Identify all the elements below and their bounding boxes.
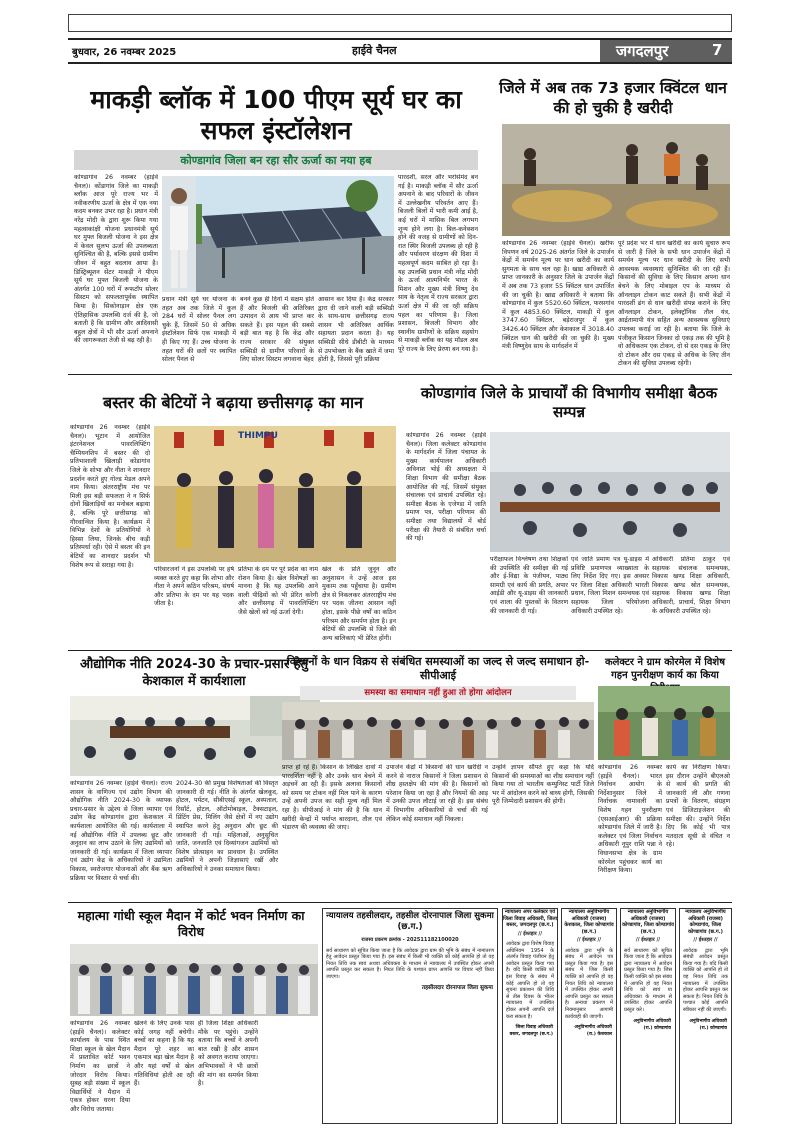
page-number: 7 xyxy=(712,41,723,59)
principals-photo xyxy=(490,432,730,552)
solar-headline: माकड़ी ब्लॉक में 100 पीएम सूर्य घर का सफल इंस्टॉलेशन xyxy=(90,85,462,145)
bastar-banner: THIMPU xyxy=(238,431,278,441)
court-photo xyxy=(70,944,318,1016)
masthead-paper: हाईवे चैनल xyxy=(352,44,397,57)
divider-3 xyxy=(68,902,732,903)
collector-headline: कलेक्टर ने ग्राम कोरमेल में विशेष गहन पुनरीक्षण कार्य का किया xyxy=(604,657,726,681)
paddy-headline: जिले में अब तक 73 हजार क्विंटल धान की हो चुकी है खरीदी xyxy=(499,79,727,117)
collector-text-col1: कोण्डागांव 26 नवम्बर (हाईवे चैनल)। भारत निर्वाचन आयोग के निर्देशानुसार जिले में निर्वाचक नामावली का विशेष गहन पुनरीक्षण (एसआईआर) की प्रक्रिया कोण्डागांव जिले में जारी है। कलेक्टर एवं जिला निर्वाचन अधिकारी नूपुर राशि पन्ना ने विधानसभा क्षेत्र के ग्राम कोरमेल पहुंचकर कार्य का निरीक्षण किया। xyxy=(598,764,662,875)
paddy-text-col2: पूरे प्रदेश भर में धान खरीदी का कार्य सुचारु रूप से जारी है जिले के सभी धान उपार्जन केंद्रों में समर्थन मूल्य पर धान खरीदी के लिए सभी आवश्यक व्यवस्थाएं सुनिश्चित की जा रही हैं। किसानों की सुविधा के लिए किसान अपना धान बेचने के लिए मोबाइल एप के माध्यम से ऑनलाइन टोकन काट सकते हैं। सभी केंद्रों में पारदर्शी ढंग से धान खरीदी संपन्न कराने के लिए ऑनलाइन टोकन, इलेक्ट्रॉनिक तौल यंत्र, आर्द्रतामापी यंत्र सहित अन्य आवश्यक सुविधाएं उपलब्ध कराई जा रही है। बताया कि जिले के पंजीकृत किसान जिनका दो एकड़ तक की भूमि है वो अधिकतम एक टोकन, दो से दस एकड़ के लिए दो टोकन और दस एकड़ से अधिक के लिए तीन टोकन की सुविधा उपलब्ध रहेगी। xyxy=(618,240,730,368)
bastar-text-col4: प्रतिभा के दम पर पूरे प्रदेश का नाम रोशन किया है। खेल विशेषज्ञों का मानना है कि यह उपलब्धि आने वाली पीढ़ियों को भी प्रेरित करेगी और छत्तीसगढ़ में पावरलिफ्टिंग जैसे खेलों को नई ऊर्जा देगी। xyxy=(238,566,318,616)
industry-text-col1: कोण्डागांव 26 नवम्बर (हाईवे चैनल)। राज्य शासन के वाणिज्य एवं उद्योग विभाग की औद्योगिक नीति 2024-30 के व्यापक प्रचार-प्रसार के उद्देश्य से जिला व्यापार एवं उद्योग केंद्र कोण्डागांव द्वारा केशकाल में कार्यशाला आयोजित की गई। कार्यशाला में नई औद्योगिक नीति में उपलब्ध छूट और अनुदान का लाभ उठाने के लिए उद्यमियों को जानकारी दी गई। कार्यक्रम में जिला व्यापार एवं उद्योग केंद्र के अधिकारियों ने उद्यमिता विकास, स्वरोजगार योजनाओं और बैंक ऋण प्रक्रिया पर विस्तार से चर्चा की। xyxy=(70,780,172,882)
principals-headline: कोण्डागांव जिले के प्राचार्यों की विभागीय समीक्षा बैठक सम्पन्न xyxy=(420,384,718,421)
officer-photo xyxy=(162,176,196,292)
collector-photo xyxy=(598,686,730,760)
bastar-photo xyxy=(154,426,396,562)
court-text-col2: खेलने के लिए उनके पास कोई जगह नहीं बचेगी। बच्चों का कहना है कि यह मैदान पूरे शहर का एकमात्र बड़ा खेल मैदान है और यहां वर्षों से खेल गतिविधियां होती आ रही हैं। xyxy=(134,1020,194,1088)
principals-text-col1: कोण्डागांव 26 नवम्बर (हाईवे चैनल)। जिला कलेक्टर कोण्डागांव के मार्गदर्शन में जिला पंचायत के मुख्य कार्यपालन अधिकारी अविनाश भोई की अध्यक्षता में शिक्षा विभाग की समीक्षा बैठक आयोजित की गई, जिसमें संयुक्त संचालक एवं प्राचार्य उपस्थित रहे। समीक्षा बैठक के एजेण्डा में जाति प्रमाण पत्र, परीक्षा परिणाम की समीक्षा तथा विद्यालयों में बोर्ड परीक्षा की तैयारी से संबंधित चर्चा की गई। xyxy=(406,432,486,543)
divider-1 xyxy=(68,374,732,375)
solar-text-col3: बनने कुछ ही दिनों में सक्षम होते हैं और बिजली की अतिरिक्त उत्पादन से आय भी प्राप्त कर सकते हैं। इस पहल की सबसे बड़ी बात यह है कि केंद्र और राज्य सरकार की संयुक्त सब्सिडी से ग्रामीण परिवारों के लिए सोलर सिस्टम लगवाना बेहद xyxy=(240,296,314,364)
legal-notice-4: न्यायालय अनुविभागीय अधिकारी (राजस्व) कोण्डागांव, जिला कोण्डागांव (छ.ग.) // ईश्तहार // सर्व साधारण को सूचित किया जाता है कि आवेदक द्वारा न्यायालय में आवेदन प्रस्तुत किया गया है। जिस किसी व्यक्ति को इस संबंध में आपत्ति हो वह नियत तिथि को स्वयं या अधिवक्ता के माध्यम से उपस्थित होकर आपत्ति प्रस्तुत करे। अनुविभागीय अधिकारी (रा.) कोण्डागांव xyxy=(620,908,676,1124)
solar-subhead: कोण्डागांव जिला बन रहा सौर ऊर्जा का नया हब xyxy=(180,154,372,167)
legal-notice-5: न्यायालय अनुविभागीय अधिकारी (राजस्व) कोण्डागांव, जिला कोण्डागांव (छ.ग.) // ईश्तहार // आवेदक द्वारा भूमि संबंधी आवेदन प्रस्तुत किया गया है। यदि किसी व्यक्ति को आपत्ति हो तो वह नियत तिथि तक न्यायालय में उपस्थित होकर आपत्ति प्रस्तुत कर सकता है। नियत तिथि के पश्चात कोई आपत्ति स्वीकार नहीं की जाएगी। अनुविभागीय अधिकारी (रा.) कोण्डागांव xyxy=(679,908,732,1124)
paddy-photo xyxy=(502,124,730,236)
paddy-text-col1: कोण्डागांव 26 नवम्बर (हाईवे चैनल)। खरीफ विपणन वर्ष 2025-26 अंतर्गत जिले के उपार्जन केंद्रों में समर्थन मूल्य पर धान खरीदी का कार्य सुगमता के साथ चल रहा है। खाद्य अधिकारी से प्राप्त जानकारी के अनुसार जिले के उपार्जन केंद्रों में अब तक 73 हजार 55 क्विंटल धान उपार्जित की जा चुकी है। खाद्य अधिकारी ने बताया कि कोण्डागांव में कुल 5520.60 क्विंटल, फरसगांव में कुल 4853.60 क्विंटल, माकड़ी में कुल 3747.60 क्विंटल, बड़ेराजपुर में कुल 3426.40 क्विंटल और केशकाल में 3018.40 क्विंटल धान की खरीदी की जा चुकी है। मुख्य मंत्री विष्णुदेव साय के मार्गदर्शन में xyxy=(502,240,614,351)
cpi-headline: किसानों के धान विक्रय से संबंधित समस्याओं का जल्द से जल्द समाधान हो-सीपीआई xyxy=(286,655,590,682)
solar-text-col4: आसान कर दिया है। केंद्र सरकार द्वारा दी जाने वाली बड़ी सब्सिडी के साथ-साथ छत्तीसगढ़ राज्य शासन भी अतिरिक्त आर्थिक सहायता प्रदान करता है। यह सब्सिडी सीधे डीबीटी के माध्यम से उपभोक्ता के बैंक खाते में जमा होती है, जिससे पूरी प्रक्रिया xyxy=(318,296,394,364)
masthead-date: बुधवार, 26 नवम्बर 2025 xyxy=(72,47,177,58)
bastar-text-col1: कोण्डागांव 26 नवम्बर (हाईवे चैनल)। भूटान में आयोजित इंटरनेशनल पावरलिफ्टिंग चैम्पियनशिप में बस्तर की दो प्रतिभाशाली खिलाड़ी कोंडागांव जिले के शोभा और नीता ने शानदार प्रदर्शन करते हुए गोल्ड मेडल अपने नाम किया। अंतरराष्ट्रीय मंच पर मिली इस बड़ी सफलता ने न सिर्फ दोनों खिलाड़ियों का मनोबल बढ़ाया है, बल्कि पूरे छत्तीसगढ़ को गौरवान्वित किया है। कार्यक्रम में विभिन्न देशों के प्रतियोगियों ने हिस्सा लिया, जिनके बीच कड़ी प्रतिस्पर्धा रही। ऐसे में बस्तर की इन बेटियों का शानदार प्रदर्शन भी विशेष रूप से सराहा गया है। xyxy=(70,424,150,569)
masthead-top-box xyxy=(68,14,732,32)
principals-text-col4: अधिकारी प्रतिमा ठाकुर एवं सहायक संचालक समन्वयक, विकास खण्ड शिक्षा अधिकारी, विकास खण्ड स्रोत समन्वयक, सहायक विकास खण्ड शिक्षा अधिकारी, प्राचार्य, शिक्षा विभाग के अधिकारी उपस्थित रहे। xyxy=(652,556,730,615)
bastar-text-col3: परिवारजनों ने इस उपलब्धि पर हर्ष व्यक्त करते हुए कहा कि शोभा और नीता ने अपने कठिन परिश्रम, संघर्ष और प्रतिभा के दम पर यह पदक जीता है। xyxy=(154,566,234,608)
legal-notice-2: न्यायालय अपर कलेक्टर एवं जिला विवाह अधिकारी, जिला बस्तर, जगदलपुर (छ.ग.) // ईश्तहार // आवेदक द्वारा विशेष विवाह अधिनियम 1954 के अंतर्गत विवाह पंजीयन हेतु आवेदन प्रस्तुत किया गया है। यदि किसी व्यक्ति को इस विवाह के संबंध में कोई आपत्ति हो तो वह सूचना प्रकाशन की तिथि से तीस दिवस के भीतर न्यायालय में उपस्थित होकर अपनी आपत्ति दर्ज करा सकता है। जिला विवाह अधिकारी बस्तर, जगदलपुर (छ.ग.) xyxy=(502,908,558,1124)
principals-text-col2: परीक्षाफल विश्लेषण तथा शिक्षकों की उपस्थिति की समीक्षा की गई और ई-विद्या के पंजीयन, पाठ्य सामग्री एवं कार्य की प्रगति, अपार आईडी और यू-डाइस की जानकारी एवं शाला की पुस्तकों के वितरण की जानकारी दी गई। xyxy=(490,556,568,615)
legal-notice-1: न्यायालय तहसीलदार, तहसील दोरनापाल जिला सुकमा (छ.ग.) राजस्व प्रकरण क्रमांक - 202511182100020 सर्व साधारण को सूचित किया जाता है कि आवेदक द्वारा ग्राम की भूमि के संबंध में नामांतरण हेतु आवेदन प्रस्तुत किया गया है। इस संबंध में किसी भी व्यक्ति को कोई आपत्ति हो तो वह नियत तिथि तक स्वयं अथवा अधिवक्ता के माध्यम से न्यायालय में उपस्थित होकर अपनी आपत्ति प्रस्तुत कर सकता है। नियत तिथि के पश्चात प्राप्त आपत्ति पर विचार नहीं किया जाएगा। तहसीलदार दोरनापाल जिला सुकमा xyxy=(322,908,498,1124)
bastar-text-col2: खेल के प्रति जुनून और अनुशासन ने उन्हें आज इस मुकाम तक पहुँचाया है। ग्रामीण क्षेत्र से निकलकर अंतरराष्ट्रीय मंच पर पदक जीतना आसान नहीं होता, इसके पीछे वर्षों का कठिन परिश्रम और समर्पण होता है। इन बेटियों की उपलब्धि से जिले की अन्य बालिकाएं भी प्रेरित होंगी। xyxy=(322,566,396,642)
divider-2 xyxy=(68,650,732,651)
bastar-headline: बस्तर की बेटियों ने बढ़ाया छत्तीसगढ़ का मान xyxy=(102,393,364,412)
principals-text-col3: एवं जाति प्रमाण पत्र यू-डाइस में प्रविष्टि प्रमाणपत्र व्याख्याता के लिए निर्देश दिए गए। इस अवसर पर जिला शिक्षा अधिकारी भारती प्रधान, जिला मिशन समन्वयक एवं सहायक जिला परियोजना अधिकारी उपस्थित रहे। xyxy=(571,556,649,615)
court-text-col3: ही जिला शिक्षा अधिकारी मौके पर पहुंचे। उन्होंने बताया कि बच्चों ने अपनी बात रखी है और शासन को अवगत कराया जाएगा। अभिभावकों ने भी छात्रों की मांग का समर्थन किया है। xyxy=(198,1020,258,1088)
solar-panel-photo xyxy=(162,176,394,292)
industry-headline: औद्योगिक नीति 2024-30 के प्रचार-प्रसार हेतु केशकाल में कार्यशाला xyxy=(79,657,309,689)
legal-notice-3: न्यायालय अनुविभागीय अधिकारी (राजस्व) केशकाल, जिला कोण्डागांव (छ.ग.) // ईश्तहार // आवेदक द्वारा भूमि के संबंध में आवेदन पत्र प्रस्तुत किया गया है। इस संबंध में जिस किसी व्यक्ति को आपत्ति हो वह नियत तिथि को न्यायालय में उपस्थित होकर अपनी आपत्ति प्रस्तुत कर सकता है। अन्यथा प्रकरण में नियमानुसार आगामी कार्यवाही की जाएगी। अनुविभागीय अधिकारी (रा.) केशकाल xyxy=(561,908,617,1124)
cpi-text-col3: उपार्जन केंद्रों में किसानों की धान खरीदी न करने से नाराज किसानों ने जिला प्रशासन से शीघ्र हस्तक्षेप की मांग की है। किसानों को परेशान किया जा रहा है और नियमों की आड़ में उनकी उपज लौटाई जा रही है। इस संबंध में विभागीय अधिकारियों से चर्चा की गई लेकिन कोई समाधान नहीं निकला। xyxy=(386,764,488,823)
collector-text-col2: कार्य का निरीक्षण किया। इस दौरान उन्होंने बीएलओ से कार्य की प्रगति की जानकारी ली और गणना प्रपत्रों के वितरण, संग्रहण एवं डिजिटाइजेशन की समीक्षा की। उन्होंने निर्देश दिए कि कोई भी पात्र मतदाता सूची से वंचित न रहे। xyxy=(666,764,730,849)
solar-text-col1: कोण्डागांव 26 नवम्बर (हाईवे चैनल)। कोंडागांव जिले का माकड़ी ब्लॉक आज पूरे राज्य भर में नवीकरणीय ऊर्जा के क्षेत्र में एक नया कदम बनकर उभर रहा है। प्रधान मंत्री नरेंद्र मोदी के द्वारा शुरू किया गया महत्वाकांक्षी योजना प्रधानमंत्री सूर्य घर मुफ्त बिजली योजना ने इस क्षेत्र में केवल सुलभ ऊर्जा की उपलब्धता सुनिश्चित की है, बल्कि इससे ग्रामीण जीवन में बहुत बदलाव आया है। डिस्ट्रिब्यूशन सेंटर माकड़ी ने पीएम सूर्य घर मुफ्त बिजली योजना के अंतर्गत 100 घरों में रूफटॉप सोलर सिस्टम को सफलतापूर्वक स्थापित किया है। सिकोनाड़ान क्षेत्र एक ऐतिहासिक उपलब्धि दर्ज की है, जो बताती है कि ग्रामीण और आदिवासी बहुल क्षेत्रों में भी सौर ऊर्जा अपनाने की जागरूकता तेजी से बढ़ रही है। xyxy=(74,174,158,345)
cpi-text-col2: प्राप्त हो रहे हैं। किसान के लिखित दावों में पारदर्शिता नहीं है और उनके धान बेचने में अड़चनें आ रही हैं। इसके अलावा किसानों को समय पर टोकन नहीं मिल पाने के कारण उन्हें अपनी उपज का सही मूल्य नहीं मिल रहा है। सीपीआई ने मांग की है कि धान खरीदी केन्द्रों में पर्याप्त बारदाना, तौल एवं भंडारण की व्यवस्था की जाए। xyxy=(282,764,382,832)
masthead-city-text: जगदलपुर xyxy=(616,42,669,60)
cpi-subhead: समस्या का समाधान नहीं हुआ तो होगा आंदोलन xyxy=(364,688,512,698)
solar-text-col2: प्रधान मंत्री सूर्य घर योजना के तहत अब तक जिले में कुल 284 घरों में सोलर पैनल लग चुके हैं, जिसमें 50 से अधिक इंस्टॉलेशन सिर्फ एक माकड़ी में ही किए गए हैं। उच्च योजना के तहत घरों की छतों पर स्थापित सोलर पैनल से xyxy=(162,296,236,364)
industry-text-col2: 2024-30 की प्रमुख विशेषताओं की विस्तृत जानकारी दी गई। नीति के अंतर्गत खेलकूद, होटल, पर्यटन, सीबीएसई स्कूल, अस्पताल, रिसॉर्ट, होटल, ऑटोमोबाइल, टैक्सटाइल, प्रिंटिंग प्रेस, मिलिंग जैसे क्षेत्रों में नए उद्योग स्थापित करने हेतु अनुदान और छूट की जानकारी दी गई। महिलाओं, अनुसूचित जाति, जनजाति एवं दिव्यांगजन उद्यमियों को विशेष प्रोत्साहन का प्रावधान है। उपस्थित उद्यमियों ने अपनी जिज्ञासाएं रखीं और अधिकारियों ने उनका समाधान किया। xyxy=(176,780,278,873)
court-headline: महात्मा गांधी स्कूल मैदान में कोर्ट भवन निर्माण का विरोध xyxy=(77,908,305,939)
cpi-text-col4: उन्होंने ज्ञापन सौंपते हुए कहा कि यदि किसानों की समस्याओं का शीघ्र समाधान नहीं किया गया तो भारतीय कम्युनिस्ट पार्टी जिले भर में आंदोलन करने को बाध्य होगी, जिसकी पूरी जिम्मेदारी प्रशासन की होगी। xyxy=(492,764,594,806)
court-text-col1b: कोण्डागांव 26 नवम्बर (हाईवे चैनल)। कलेक्टर कार्यालय के पास स्थित शिक्षा स्कूल के खेल मैदान में प्रस्तावित कोर्ट भवन निर्माण का छात्रों ने जोरदार विरोध किया। सुबह बड़ी संख्या में स्कूल विद्यार्थियों ने मैदान में एकत्र होकर धरना दिया और विरोध जताया। xyxy=(70,1020,130,1113)
solar-text-col5: पारदर्शी, सरल और भरोसेमंद बन गई है। माकड़ी ब्लॉक में सौर ऊर्जा अपनाने के बाद परिवारों के जीवन में उल्लेखनीय परिवर्तन आए हैं। बिजली बिलों में भारी कमी आई है, कई घरों में मासिक बिल लगभग शून्य होने लगा है। बिल-कनेक्शन होने की वजह से ग्रामीणों को दिन-रात स्थिर बिजली उपलब्ध हो रही है और पर्यावरण संरक्षण की दिशा में महत्वपूर्ण कदम साबित हो रहा है। यह उपलब्धि प्रधान मंत्री नरेंद्र मोदी के ऊर्जा आत्मनिर्भर भारत के मिशन और मुख्य मंत्री विष्णु देव साय के नेतृत्व में राज्य सरकार द्वारा ऊर्जा क्षेत्र में की जा रही सक्रिय पहल का परिणाम है। जिला प्रशासन, बिजली विभाग और स्थानीय ग्रामीणों के सक्रिय सहयोग से माकड़ी ब्लॉक का यह मॉडल अब पूरे राज्य के लिए प्रेरणा बन गया है। xyxy=(398,174,478,353)
cpi-photo xyxy=(282,702,594,760)
